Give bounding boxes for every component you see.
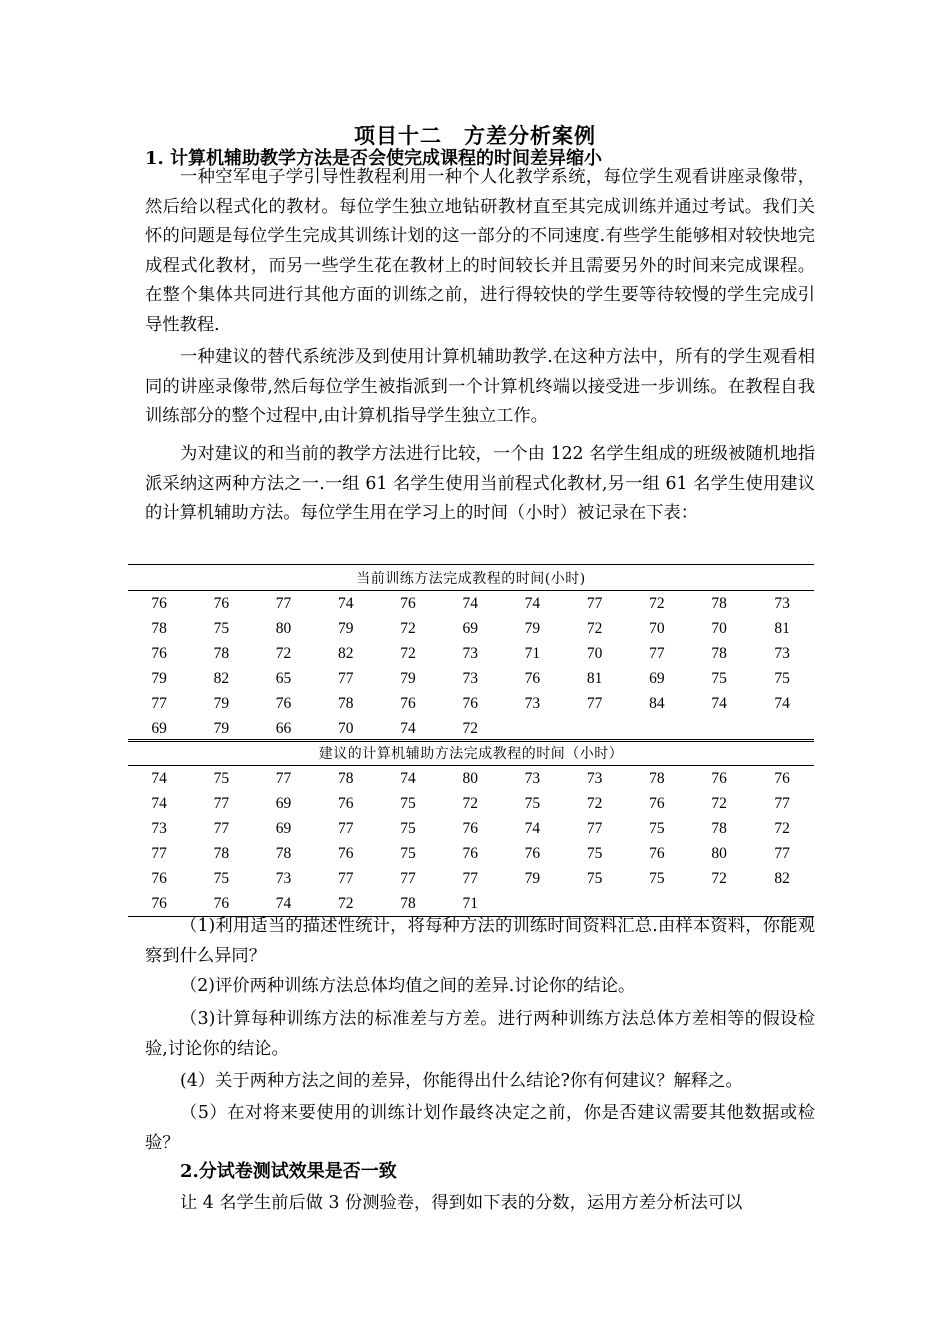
table-cell: 77	[649, 644, 665, 662]
question-4: (4）关于两种方法之间的差异，你能得出什么结论?你有何建议？解释之。	[180, 1071, 743, 1091]
proposed-method-times-table	[128, 739, 814, 917]
table-cell: 79	[524, 869, 541, 887]
table-cell: 74	[462, 594, 478, 612]
table-cell: 77	[275, 594, 292, 612]
table-cell: 75	[213, 769, 230, 787]
table-cell: 77	[213, 819, 230, 837]
table-cell: 77	[774, 844, 790, 862]
table-cell: 84	[649, 694, 665, 712]
table-cell: 79	[151, 669, 167, 687]
table-cell: 70	[649, 619, 665, 637]
table-cell: 78	[213, 644, 230, 662]
table-cell: 70	[711, 619, 727, 637]
table-cell: 75	[711, 669, 727, 687]
section1-paragraph-3: 为对建议的和当前的教学方法进行比较，一个由 122 名学生组成的班级被随机地指派采纳这两种方法之一.一组 61 名学生使用当前程式化教材,另一组 61 名学生使用建议的计算机辅助方法。每位学生用在学习上的时间（小时）被记录在下表：	[145, 444, 815, 523]
table-cell: 72	[275, 644, 292, 662]
table-row	[128, 641, 814, 666]
table-cell: 75	[586, 869, 603, 887]
table-cell: 79	[190, 716, 252, 742]
table-cell: 76	[649, 844, 665, 862]
table-cell: 73	[524, 694, 541, 712]
table-cell: 76	[524, 669, 541, 687]
table-cell: 75	[213, 869, 230, 887]
table-cell: 70	[586, 644, 603, 662]
table-cell: 76	[711, 769, 727, 787]
table-row	[128, 766, 814, 792]
table-cell: 76	[400, 694, 416, 712]
table-cell: 80	[275, 619, 292, 637]
table-row	[128, 866, 814, 891]
table-cell: 72	[711, 794, 727, 812]
table-cell: 75	[400, 844, 416, 862]
page-title: 项目十二 方差分析案例	[354, 123, 596, 148]
table-cell: 65	[275, 669, 292, 687]
table-cell: 76	[213, 594, 230, 612]
table-cell: 78	[213, 844, 230, 862]
table-cell: 69	[128, 716, 190, 742]
table-cell: 79	[524, 619, 541, 637]
table-cell: 72	[649, 594, 665, 612]
table-cell: 76	[128, 891, 190, 917]
table-row	[128, 791, 814, 816]
table-cell: 77	[213, 794, 230, 812]
table-cell: 75	[649, 819, 665, 837]
table-cell: 77	[400, 869, 416, 887]
table-cell: 82	[213, 669, 230, 687]
table-cell: 82	[774, 869, 790, 887]
table-cell: 74	[338, 594, 354, 612]
table-cell: 81	[774, 619, 790, 637]
table-cell: 77	[586, 694, 603, 712]
table-cell: 74	[524, 594, 541, 612]
table-cell: 73	[774, 644, 790, 662]
table-cell: 80	[462, 769, 478, 787]
section1-heading: 1. 计算机辅助教学方法是否会使完成课程的时间差异缩小	[145, 148, 603, 169]
table-cell: 71	[439, 891, 501, 917]
table-cell	[688, 716, 750, 742]
table-caption: 建议的计算机辅助方法完成教程的时间（小时）	[128, 740, 814, 766]
table-cell: 66	[252, 716, 314, 742]
question-3: （3)计算每种训练方法的标准差与方差。进行两种训练方法总体方差相等的假设检验,讨论你的结论。	[145, 1009, 815, 1059]
table-cell: 73	[774, 594, 790, 612]
table-cell: 78	[649, 769, 665, 787]
table-cell: 72	[400, 644, 416, 662]
table-cell: 76	[151, 869, 167, 887]
table-cell: 78	[711, 819, 727, 837]
table-cell: 76	[275, 694, 292, 712]
table-row	[128, 841, 814, 866]
table-cell: 74	[151, 769, 167, 787]
table-cell: 77	[151, 694, 167, 712]
table-cell: 75	[649, 869, 665, 887]
table-cell: 76	[524, 844, 541, 862]
table-cell: 73	[275, 869, 292, 887]
table-cell	[501, 716, 563, 742]
section1-paragraph-2: 一种建议的替代系统涉及到使用计算机辅助教学.在这种方法中，所有的学生观看相同的讲座录像带,然后每位学生被指派到一个计算机终端以接受进一步训练。在教程自我训练部分的整个过程中,由计算机指导学生独立工作。	[145, 347, 815, 426]
table-cell: 73	[462, 644, 478, 662]
table-cell: 72	[774, 819, 790, 837]
table-cell: 74	[711, 694, 727, 712]
table-cell: 76	[774, 769, 790, 787]
table-cell: 74	[400, 769, 416, 787]
section1-paragraph-1: 一种空军电子学引导性教程利用一种个人化教学系统，每位学生观看讲座录像带，然后给以程式化的教材。每位学生独立地钻研教材直至其完成训练并通过考试。我们关怀的问题是每位学生完成其训练计划的这一部分的不同速度.有些学生能够相对较快地完成程式化教材，而另一些学生花在教材上的时间较长并且需要另外的时间来完成课程。在整个集体共同进行其他方面的训练之前，进行得较快的学生要等待较慢的学生完成引导性教程.	[145, 167, 815, 335]
table-cell: 72	[400, 619, 416, 637]
table-cell: 77	[586, 594, 603, 612]
table-cell: 72	[462, 794, 478, 812]
table-cell: 72	[586, 619, 603, 637]
table-cell: 73	[462, 669, 478, 687]
table-cell: 78	[711, 594, 727, 612]
section2-heading: 2.分试卷测试效果是否一致	[180, 1161, 397, 1182]
table-cell: 70	[315, 716, 377, 742]
question-5: （5）在对将来要使用的训练计划作最终决定之前，你是否建议需要其他数据或检验？	[145, 1103, 815, 1153]
table-cell: 79	[400, 669, 416, 687]
table-cell: 69	[462, 619, 478, 637]
table-cell: 76	[338, 844, 354, 862]
table-caption-row	[128, 740, 814, 766]
table-cell: 69	[649, 669, 665, 687]
table-cell	[750, 716, 814, 742]
question-2: （2)评价两种训练方法总体均值之间的差异.讨论你的结论。	[180, 976, 636, 996]
table-cell: 74	[252, 891, 314, 917]
table-cell: 73	[586, 769, 603, 787]
table-cell: 69	[275, 819, 292, 837]
table-cell: 78	[338, 769, 354, 787]
table-cell: 77	[462, 869, 478, 887]
table-cell: 75	[586, 844, 603, 862]
table-cell: 75	[774, 669, 790, 687]
table-cell: 74	[524, 819, 541, 837]
table-cell: 77	[586, 819, 603, 837]
table-cell: 76	[400, 594, 416, 612]
table-cell: 77	[338, 819, 354, 837]
table-cell	[564, 716, 626, 742]
table-row	[128, 816, 814, 841]
table-cell: 75	[524, 794, 541, 812]
table-cell: 78	[275, 844, 292, 862]
question-1: （1)利用适当的描述性统计，将每种方法的训练时间资料汇总.由样本资料，你能观察到什么异同？	[145, 916, 815, 966]
table-cell: 73	[524, 769, 541, 787]
table-cell: 76	[151, 594, 167, 612]
section2-paragraph-1: 让 4 名学生前后做 3 份测验卷，得到如下表的分数，运用方差分析法可以	[180, 1193, 743, 1213]
table-cell: 72	[315, 891, 377, 917]
table-cell: 76	[462, 694, 478, 712]
table-cell: 78	[338, 694, 354, 712]
table-cell: 77	[774, 794, 790, 812]
table-cell: 77	[338, 669, 354, 687]
table-cell: 78	[377, 891, 439, 917]
table-row	[128, 691, 814, 716]
table-cell: 81	[586, 669, 603, 687]
table-cell: 82	[338, 644, 354, 662]
table-cell: 72	[439, 716, 501, 742]
table-cell: 74	[774, 694, 790, 712]
table-row	[128, 616, 814, 641]
table-row	[128, 666, 814, 691]
table-cell: 71	[524, 644, 541, 662]
table-cell: 69	[275, 794, 292, 812]
table-cell: 80	[711, 844, 727, 862]
table-cell: 76	[462, 819, 478, 837]
table-cell: 76	[151, 644, 167, 662]
table-cell: 75	[213, 619, 230, 637]
table-row	[128, 591, 814, 617]
table-cell: 75	[400, 819, 416, 837]
table-cell: 74	[151, 794, 167, 812]
table-cell: 79	[213, 694, 230, 712]
table-cell: 77	[338, 869, 354, 887]
table-cell: 72	[711, 869, 727, 887]
table-cell: 76	[190, 891, 252, 917]
table-cell: 76	[338, 794, 354, 812]
table-cell: 76	[462, 844, 478, 862]
table-cell: 72	[586, 794, 603, 812]
table-cell: 78	[151, 619, 167, 637]
table-row	[128, 716, 814, 742]
table-cell: 79	[338, 619, 354, 637]
table-cell: 73	[151, 819, 167, 837]
table-cell	[626, 716, 688, 742]
table-cell: 74	[377, 716, 439, 742]
current-method-times-table	[128, 564, 814, 742]
table-cell: 75	[400, 794, 416, 812]
table-cell: 76	[649, 794, 665, 812]
table-caption-row	[128, 565, 814, 591]
table-cell: 77	[275, 769, 292, 787]
table-cell: 77	[151, 844, 167, 862]
table-cell: 78	[711, 644, 727, 662]
table-caption: 当前训练方法完成教程的时间(小时)	[128, 565, 814, 591]
